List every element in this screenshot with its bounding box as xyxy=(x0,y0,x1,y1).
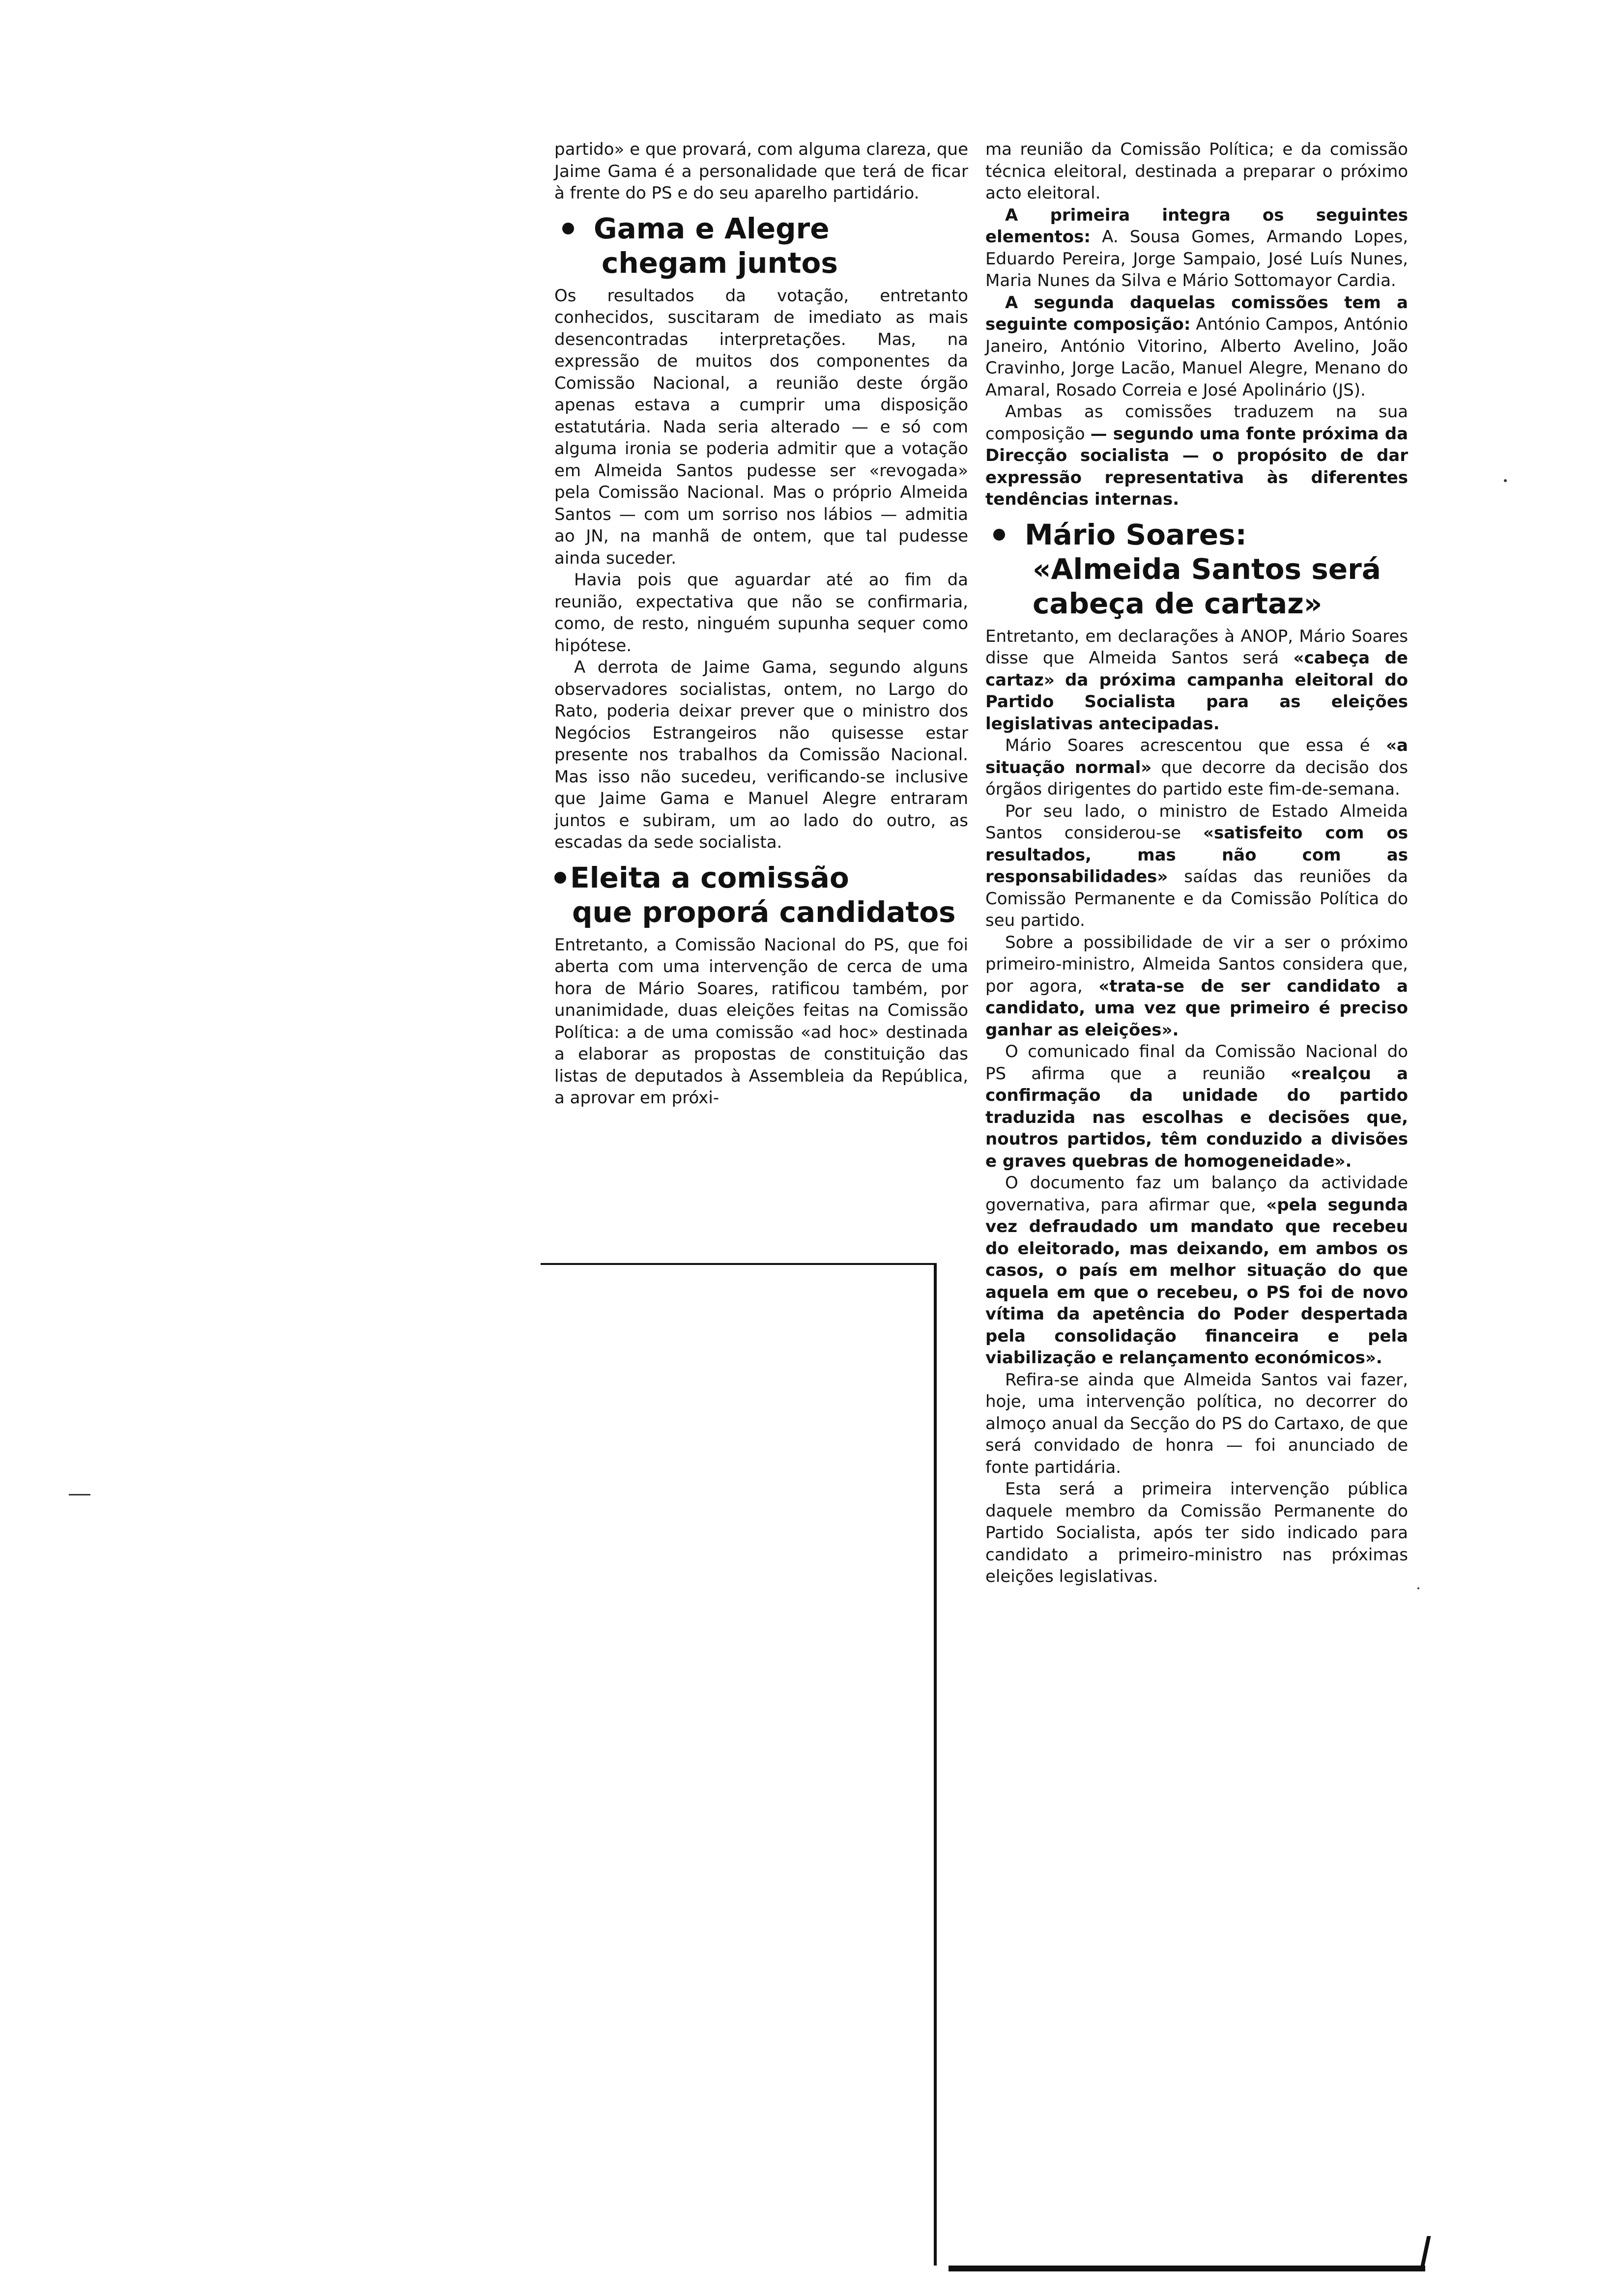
article-column-left xyxy=(554,139,968,1109)
paragraph: Os resultados da votação, entretanto conhecidos, suscitaram de imediato as mais desencontradas interpretações. Mas, na expressão de muitos dos componentes da Comissão Nacional, a reunião deste órgão apenas estava a cumprir uma disposição estatutária. Nada seria alterado — e só com alguma ironia se poderia admitir que a votação em Almeida Santos pudesse ser «revogada» pela Comissão Nacional. Mas o próprio Almeida Santos — com um sorriso nos lábios — admitia ao JN, na manhã de ontem, que tal pudesse ainda suceder. xyxy=(554,286,968,568)
paragraph: partido» e que provará, com alguma clareza, que Jaime Gama é a personalidade que terá de ficar à frente do PS e do seu aparelho partidário. xyxy=(554,140,968,203)
bullet-icon xyxy=(562,223,574,234)
text: O documento faz um balanço da actividade governativa, para afirmar que, xyxy=(985,1173,1408,1215)
heading-line: Gama e Alegre xyxy=(594,211,830,245)
bold-text: A primeira integra os seguintes elementos: xyxy=(985,205,1408,247)
paragraph: ma reunião da Comissão Política; e da comissão técnica eleitoral, destinada a preparar o próximo acto eleitoral. xyxy=(985,140,1408,203)
frame-rule-bottom xyxy=(949,2266,1425,2271)
paragraph xyxy=(985,932,1408,1041)
paragraph: A derrota de Jaime Gama, segundo alguns observadores socialistas, ontem, no Largo do Rato, poderia deixar prever que o ministro dos Negócios Estrangeiros não quisesse estar presente nos trabalhos da Comissão Nacional. Mas isso não sucedeu, verificando-se inclusive que Jaime Gama e Manuel Alegre entraram juntos e subiram, um ao lado do outro, as escadas da sede socialista. xyxy=(554,658,968,852)
scan-mark xyxy=(1504,479,1507,482)
article-column-right xyxy=(985,139,1408,1588)
paragraph xyxy=(985,801,1408,932)
bold-text: — segundo uma fonte próxima da Direcção socialista — o propósito de dar expressão representativa às diferentes tendências internas. xyxy=(985,424,1409,509)
text: Por seu lado, o ministro de Estado Almeida Santos considerou-se xyxy=(985,801,1408,843)
scan-mark xyxy=(1417,1587,1419,1589)
heading-line: «Almeida Santos será xyxy=(1033,552,1381,586)
paragraph: Entretanto, a Comissão Nacional do PS, que foi aberta com uma intervenção de cerca de uma hora de Mário Soares, ratificou também, por unanimidade, duas eleições feitas na Comissão Política: a de uma comissão «ad hoc» destinada a elaborar as propostas de constituição das listas de deputados à Assembleia da República, a aprovar em próxi- xyxy=(554,935,968,1108)
bold-text: «a situação normal» xyxy=(985,736,1408,777)
bold-text: «trata-se de ser candidato a candidato, uma vez que primeiro é preciso ganhar as eleições». xyxy=(985,976,1408,1040)
paragraph xyxy=(985,735,1408,801)
frame-rule-top xyxy=(541,1263,936,1265)
paragraph: Refira-se ainda que Almeida Santos vai fazer, hoje, uma intervenção política, no decorrer do almoço anual da Secção do PS do Cartaxo, de que será convidado de honra — foi anunciado de fonte partidária. xyxy=(985,1370,1408,1477)
section-heading xyxy=(554,861,968,929)
paragraph xyxy=(985,204,1408,292)
text: António Campos, António Janeiro, António Vitorino, Alberto Avelino, João Cravinho, Jorge Lacão, Manuel Alegre, Menano do Amaral, Rosado Correia e José Apolinário (JS). xyxy=(985,315,1408,400)
bullet-icon xyxy=(993,529,1005,541)
section-heading xyxy=(985,517,1408,621)
scan-mark xyxy=(69,1494,90,1495)
bold-text: «satisfeito com os resultados, mas não com as responsabilidades» xyxy=(985,823,1408,887)
text: O comunicado final da Comissão Nacional do PS afirma que a reunião xyxy=(985,1042,1408,1084)
paragraph xyxy=(985,626,1408,735)
text: saídas das reuniões da Comissão Permanente e da Comissão Política do seu partido. xyxy=(985,867,1408,930)
heading-line: Eleita a comissão xyxy=(570,861,849,894)
heading-line: que proporá candidatos xyxy=(572,895,956,929)
paragraph xyxy=(985,1172,1408,1369)
text: Entretanto, em declarações à ANOP, Mário Soares disse que Almeida Santos será xyxy=(985,626,1408,668)
bold-text: da próxima campanha eleitoral do Partido Socialista para as eleições legislativas antecipadas. xyxy=(985,670,1408,734)
paragraph: Havia pois que aguardar até ao fim da reunião, expectativa que não se confirmaria, como, de resto, ninguém supunha sequer como hipótese. xyxy=(554,570,968,656)
paragraph xyxy=(985,292,1408,402)
bullet-icon xyxy=(554,872,566,884)
paragraph: Esta será a primeira intervenção pública daquele membro da Comissão Permanente do Partido Socialista, após ter sido indicado para candidato a primeiro-ministro nas próximas eleições legislativas. xyxy=(985,1479,1408,1586)
text: que decorre da decisão dos órgãos dirigentes do partido este fim-de-semana. xyxy=(985,757,1408,799)
frame-rule-end xyxy=(1420,2236,1431,2270)
heading-line: Mário Soares: xyxy=(1025,517,1247,551)
bold-text: «cabeça de cartaz» xyxy=(985,648,1408,690)
heading-line: cabeça de cartaz» xyxy=(1033,586,1323,620)
frame-rule-vertical xyxy=(934,1263,937,2266)
bold-text: A segunda daquelas comissões tem a seguinte composição: xyxy=(985,292,1408,334)
text: Sobre a possibilidade de vir a ser o próximo primeiro-ministro, Almeida Santos considera que, por agora, xyxy=(985,932,1408,996)
heading-line: chegam juntos xyxy=(602,246,838,280)
bold-text: «pela segunda vez defraudado um mandato que recebeu do eleitorado, mas deixando, em ambos os casos, o país em melhor situação do que aquela em que o recebeu, o PS foi de novo vítima da apetência do Poder despertada pela consolidação financeira e pela viabilização e relançamento económicos». xyxy=(985,1195,1409,1368)
text: Ambas as comissões traduzem na sua composição xyxy=(985,402,1408,444)
paragraph xyxy=(985,401,1408,511)
text: A. Sousa Gomes, Armando Lopes, Eduardo Pereira, Jorge Sampaio, José Luís Nunes, Maria Nunes da Silva e Mário Sottomayor Cardia. xyxy=(985,227,1408,290)
section-heading xyxy=(554,211,968,280)
paragraph xyxy=(985,1041,1408,1172)
bold-text: «realçou a confirmação da unidade do partido traduzida nas escolhas e decisões que, noutros partidos, têm conduzido a divisões e graves quebras de homogeneidade». xyxy=(985,1063,1408,1171)
text: Mário Soares acrescentou que essa é xyxy=(1005,736,1370,755)
